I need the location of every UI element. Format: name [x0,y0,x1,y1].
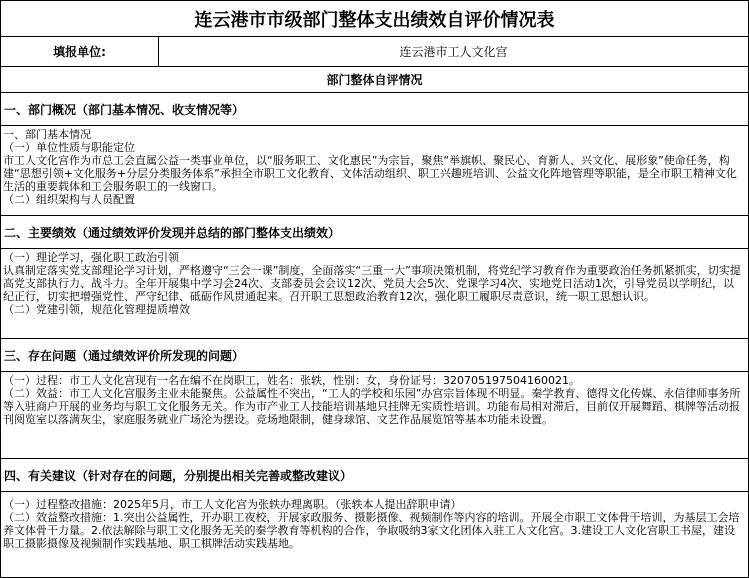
section-body-suggestions [1,492,748,577]
suggestions-line: （一）过程整改措施：2025年5月，市工人文化宫为张轶办理离职。（张轶本人提出辞职申请） [3,498,462,511]
section-heading-suggestions: 四、有关建议（针对存在的问题，分别提出相关完善或整改建议） [1,459,748,492]
section-heading-problems: 三、存在问题（通过绩效评价所发现的问题） [1,339,748,372]
reporting-unit-value: 连云港市工人文化宫 [399,45,508,59]
problems-line: （一）过程：市工人文化宫现有一名在编不在岗职工，姓名：张轶，性别：女，身份证号：320705197504160021。 [3,374,580,387]
section-body-overview [1,126,748,216]
overview-line: （二）组织架构与人员配置 [3,193,135,206]
reporting-unit-row [1,37,748,67]
problems-line: （二）效益：市工人文化宫服务主业未能聚焦。公益属性不突出，“工人的学校和乐园”办宫宗旨体现不明显。秦学教育、德得文化传媒、永信律师事务所等入驻商户开展的业务均与职工文化服务无关。作为市产业工人技能培训基地只挂牌无实质性培训。功能布局相对滞后，目前仅开展舞蹈、棋牌等活动报刊阅览室以落满灰尘，家庭服务就业广场沦为摆设。竞场地限制，健身球馆、文艺作品展览馆等基本功能未设置。 [3,387,741,426]
form-title: 连云港市市级部门整体支出绩效自评价情况表 [1,1,748,37]
section-body-problems [1,372,748,459]
section-body-performance [1,249,748,339]
suggestions-line: （二）效益整改措施：1.突出公益属性，开办职工夜校，开展家政服务、摄影摄像、视频制作等内容的培训。开展全市职工文体骨干培训，为基层工会培养文体骨干力量。2.依法解除与职工文化服务无关的秦学教育等机构的合作，争取吸纳3家文化团体入驻工人文化宫。3.建设工人文化宫职工书屋，建设职工摄影摄像及视频制作实践基地、职工棋牌活动实践基地。 [3,511,740,550]
section-subtitle: 部门整体自评情况 [1,67,748,93]
overview-line: 一、部门基本情况 [3,128,91,141]
reporting-unit-label: 填报单位: [1,37,159,66]
performance-line: （二）党建引领，规范化管理提质增效 [3,303,190,316]
overview-line: （一）单位性质与职能定位 [3,141,135,154]
section-heading-overview: 一、部门概况（部门基本情况、收支情况等） [1,93,748,126]
overview-line: 市工人文化宫作为市总工会直属公益一类事业单位，以“服务职工、文化惠民”为宗旨，聚焦“举旗帜、聚民心、育新人、兴文化、展形象”使命任务，构建“思想引领+文化服务+分层分类服务体系”承担全市职工文化教育、文体活动组织、职工兴趣班培训、公益文化阵地管理等职能，是全市职工精神文化生活的重要载体和工会服务职工的一线窗口。 [3,154,737,193]
performance-line: 认真制定落实党支部理论学习计划，严格遵守“三会一课”制度，全面落实“三重一大”事项决策机制，将党纪学习教育作为重要政治任务抓紧抓实，切实提高党支部执行力、战斗力。全年开展集中学习会24次、支部委员会会议12次、党员大会5次、党课学习4次、实地党日活动1次，引导党员以学明纪，以纪正行，切实把增强党性、严守纪律、砥砺作风贯通起来。召开职工思想政治教育12次，强化职工履职尽责意识，统一职工思想认识。 [3,264,741,303]
section-heading-performance: 二、主要绩效（通过绩效评价发现并总结的部门整体支出绩效） [1,216,748,249]
performance-line: （一）理论学习，强化职工政治引领 [3,251,179,264]
